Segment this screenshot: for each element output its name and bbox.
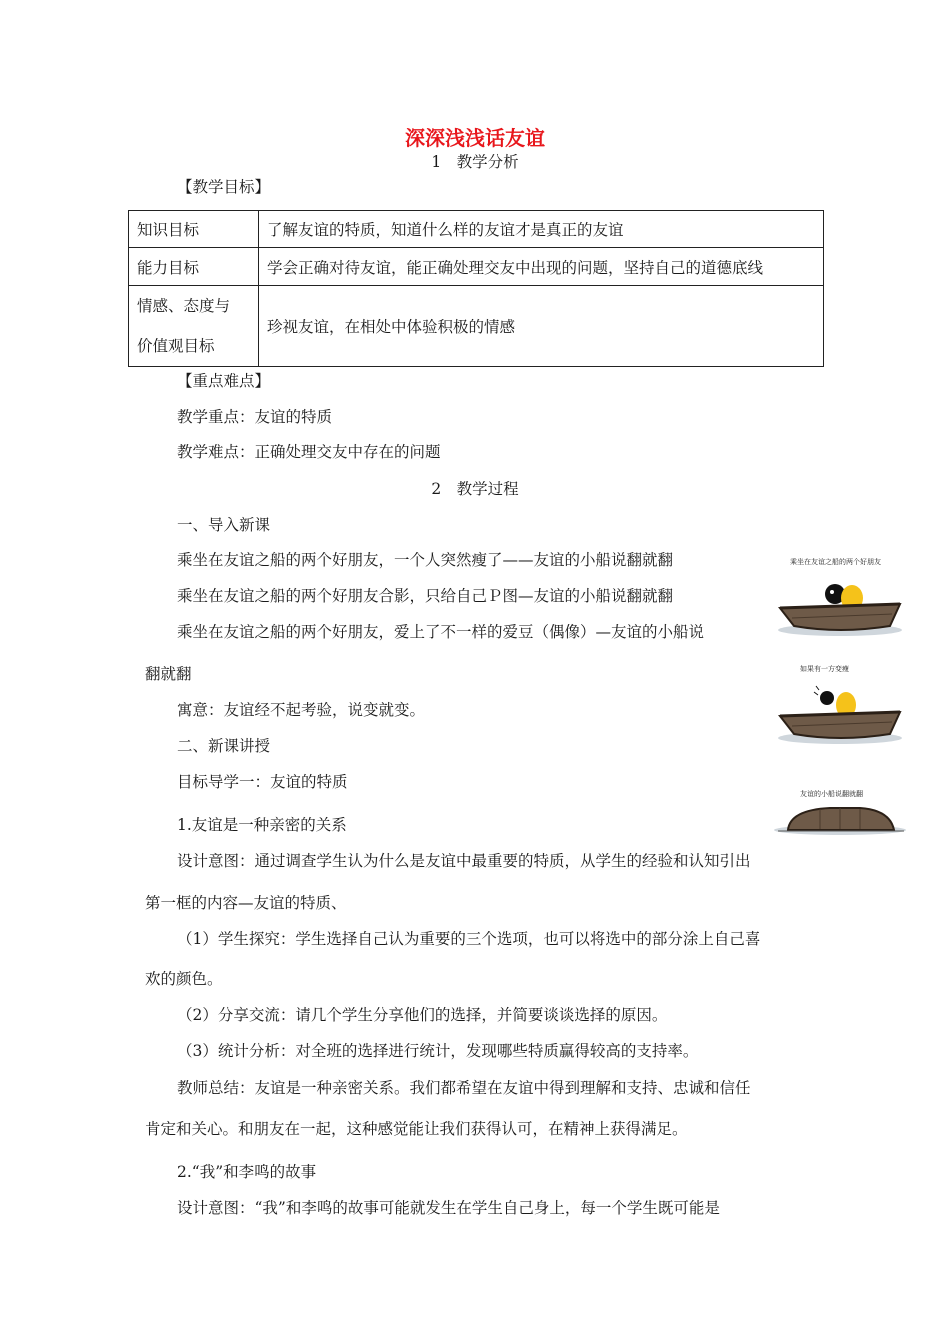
goal-label: 能力目标 [129,248,259,286]
document-title: 深深浅浅话友谊 [405,126,545,150]
capsized-boat-icon [770,800,910,840]
section-heading-analysis: 1 教学分析 [431,153,519,171]
goal-content: 了解友谊的特质，知道什么样的友谊才是真正的友谊 [259,211,824,248]
difficulty: 教学难点：正确处理交友中存在的问题 [177,443,441,461]
design-intent: 设计意图：“我”和李鸣的故事可能就发生在学生自己身上，每一个学生既可能是 [177,1199,720,1217]
goal-content: 珍视友谊，在相处中体验积极的情感 [259,286,824,367]
teacher-summary: 教师总结：友谊是一种亲密关系。我们都希望在友谊中得到理解和支持、忠诚和信任 [177,1079,751,1097]
intro-heading: 一、导入新课 [177,516,271,534]
step-text: 欢的颜色。 [145,970,223,988]
item-heading: 2.“我”和李鸣的故事 [177,1163,317,1181]
item-heading: 1.友谊是一种亲密的关系 [177,816,347,834]
boat-with-friends-icon [770,678,910,750]
table-row [129,248,824,286]
design-intent: 设计意图：通过调查学生认为什么是友谊中最重要的特质，从学生的经验和认知引出 [177,852,751,870]
table-row [129,286,824,367]
target-heading: 目标导学一：友谊的特质 [177,773,348,791]
goal-label-line: 价值观目标 [137,337,215,355]
intro-line: 乘坐在友谊之船的两个好朋友，一个人突然瘦了——友谊的小船说翻就翻 [177,551,674,569]
step-text: （1）学生探究：学生选择自己认为重要的三个选项，也可以将选中的部分涂上自己喜 [177,930,761,948]
key-points-heading: 【重点难点】 [177,372,271,390]
intro-line: 乘坐在友谊之船的两个好朋友，爱上了不一样的爱豆（偶像）—友谊的小船说 [177,623,705,641]
table-row [129,211,824,248]
comic-caption: 乘坐在友谊之船的两个好朋友 [790,558,881,566]
goals-heading: 【教学目标】 [177,178,271,196]
goal-label [129,286,259,367]
intro-line: 翻就翻 [145,665,192,683]
step-text: （2）分享交流：请几个学生分享他们的选择，并简要谈谈选择的原因。 [177,1006,668,1024]
teaching-goals-table [128,210,824,367]
boat-with-friends-icon [770,568,910,643]
new-lesson-heading: 二、新课讲授 [177,737,271,755]
key-point: 教学重点：友谊的特质 [177,408,333,426]
comic-caption: 如果有一方变瘦 [800,665,849,673]
teacher-summary: 肯定和关心。和朋友在一起，这种感觉能让我们获得认可，在精神上获得满足。 [145,1120,688,1138]
goal-label-line: 情感、态度与 [137,297,231,315]
comic-caption: 友谊的小船说翻就翻 [800,790,863,798]
intro-line: 乘坐在友谊之船的两个好朋友合影，只给自己Ｐ图—友谊的小船说翻就翻 [177,587,674,605]
design-intent: 第一框的内容—友谊的特质、 [145,894,347,912]
meaning-text: 寓意：友谊经不起考验，说变就变。 [177,701,426,719]
section-heading-process: 2 教学过程 [431,480,519,498]
step-text: （3）统计分析：对全班的选择进行统计，发现哪些特质赢得较高的支持率。 [177,1042,699,1060]
goal-content: 学会正确对待友谊，能正确处理交友中出现的问题，坚持自己的道德底线 [259,248,824,286]
goal-label: 知识目标 [129,211,259,248]
